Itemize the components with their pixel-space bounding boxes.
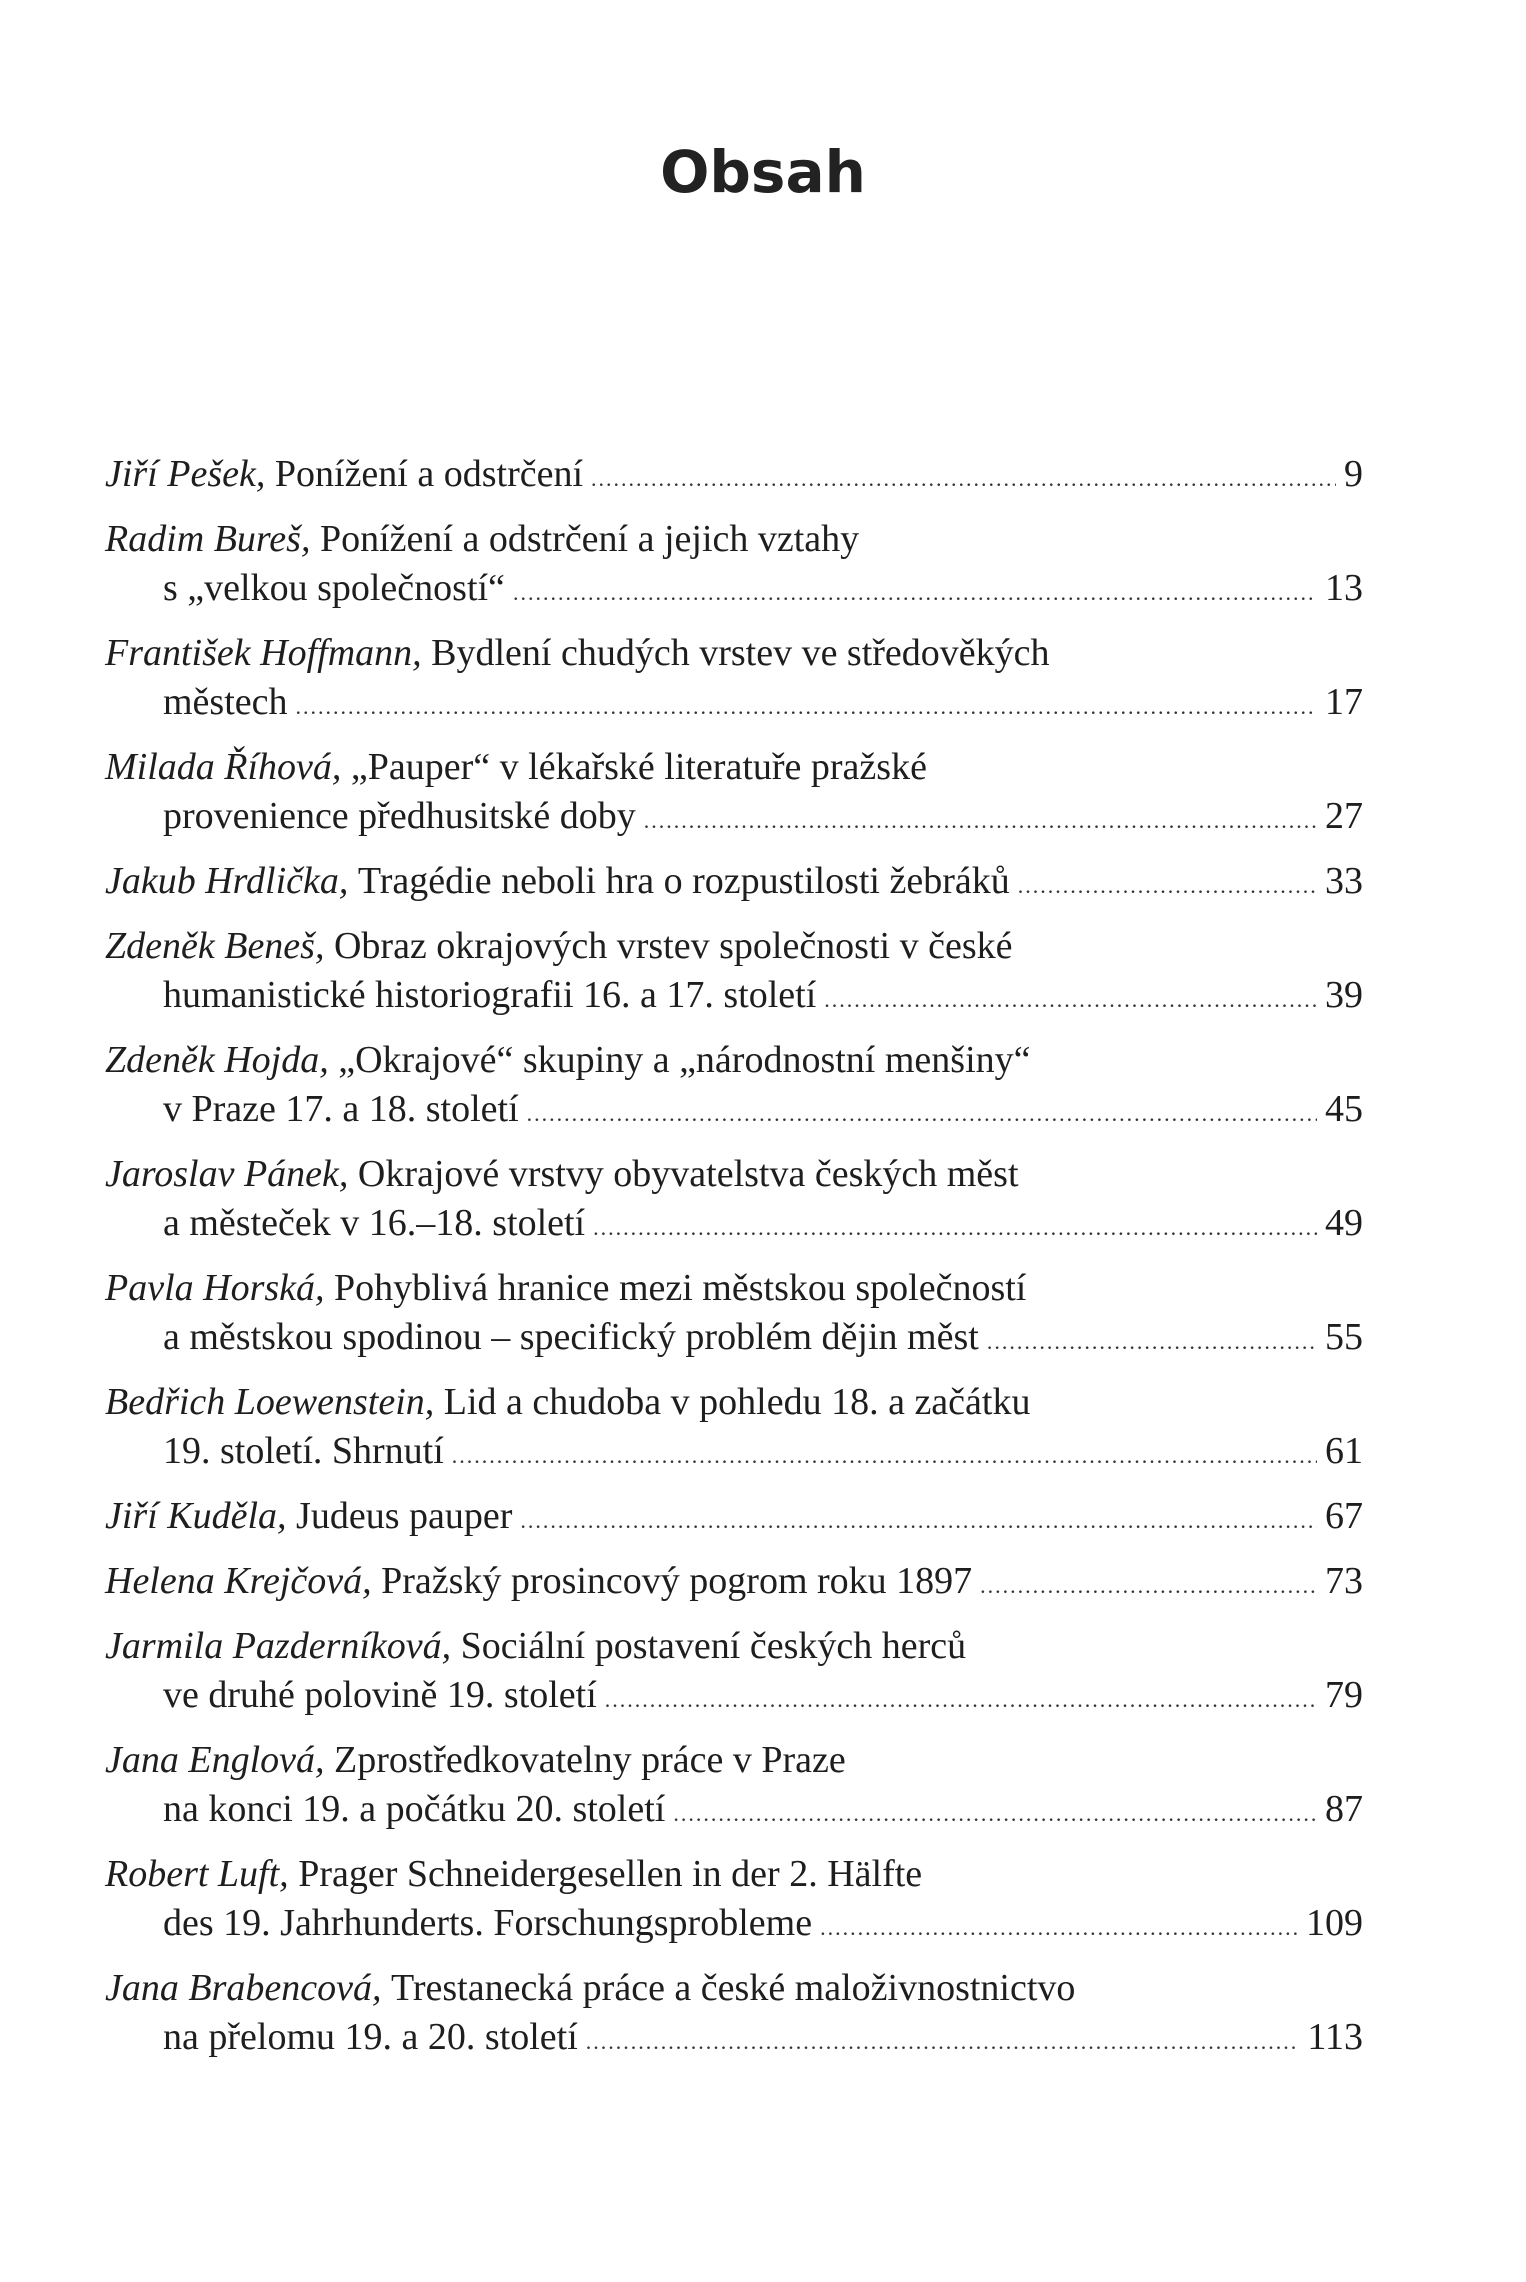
toc-author: František Hoffmann,: [105, 632, 422, 674]
toc-entry-first-line: [105, 1036, 1363, 1085]
toc-title-continuation: městech: [163, 681, 288, 723]
dot-leader: [980, 1561, 1317, 1610]
toc-entry: [105, 1622, 1363, 1720]
toc-entry-first-line: [105, 1150, 1363, 1199]
toc-entry: [105, 922, 1363, 1020]
toc-title: Sociální postavení českých herců: [460, 1625, 967, 1667]
dot-leader: [644, 796, 1317, 845]
dot-leader: [591, 454, 1336, 503]
toc-page-number: 109: [1306, 1902, 1363, 1944]
toc-entry-continuation-line: [105, 1085, 1363, 1134]
page-title: Obsah: [660, 138, 866, 206]
toc-entry-first-line: [105, 450, 1363, 499]
dot-leader: [820, 1903, 1298, 1952]
toc-author: Jana Brabencová,: [105, 1967, 382, 2009]
toc-entry: [105, 857, 1363, 906]
dot-leader: [605, 1675, 1317, 1724]
toc-page-number: 61: [1325, 1430, 1363, 1472]
toc-entry-first-line: [105, 1622, 1363, 1671]
toc-entry: [105, 1036, 1363, 1134]
toc-title: Okrajové vrstvy obyvatelstva českých měst: [357, 1153, 1019, 1195]
toc-entry-continuation-line: [105, 792, 1363, 841]
toc-entry-first-line: [105, 922, 1363, 971]
toc-author: Robert Luft,: [105, 1853, 289, 1895]
toc-entry-first-line: [105, 1264, 1363, 1313]
toc-entry-first-line: [105, 857, 1363, 906]
toc-entry-continuation-line: [105, 1199, 1363, 1248]
toc-title: Tragédie neboli hra o rozpustilosti žebráků: [357, 860, 1010, 902]
toc-entry-continuation-line: [105, 564, 1363, 613]
toc-author: Milada Říhová,: [105, 746, 342, 788]
toc-page-number: 73: [1325, 1560, 1363, 1602]
toc-title: Pohyblivá hranice mezi městskou společností: [334, 1267, 1027, 1309]
toc-title-continuation: 19. století. Shrnutí: [163, 1430, 444, 1472]
toc-page-number: 39: [1325, 974, 1363, 1016]
toc-entry: [105, 450, 1363, 499]
dot-leader: [452, 1431, 1317, 1480]
dot-leader: [1018, 861, 1317, 910]
toc-author: Zdeněk Beneš,: [105, 925, 325, 967]
toc-title: Ponížení a odstrčení: [274, 453, 584, 495]
toc-author: Jiří Kuděla,: [105, 1495, 287, 1537]
toc-title-continuation: s „velkou společností“: [163, 567, 505, 609]
toc-entry-continuation-line: [105, 1671, 1363, 1720]
toc-entry-continuation-line: [105, 971, 1363, 1020]
toc-title-continuation: des 19. Jahrhunderts. Forschungsprobleme: [163, 1902, 813, 1944]
toc-entry-first-line: [105, 629, 1363, 678]
toc-page-number: 49: [1325, 1202, 1363, 1244]
toc-entry-continuation-line: [105, 1313, 1363, 1362]
toc-entry: [105, 1492, 1363, 1541]
dot-leader: [527, 1089, 1317, 1138]
toc-page-number: 113: [1307, 2016, 1363, 2058]
toc-page-number: 67: [1325, 1495, 1363, 1537]
dot-leader: [593, 1203, 1317, 1252]
toc-page-number: 79: [1325, 1674, 1363, 1716]
toc-entry: [105, 1378, 1363, 1476]
toc-page-number: 87: [1325, 1788, 1363, 1830]
dot-leader: [296, 682, 1317, 731]
toc-author: Radim Bureš,: [105, 518, 311, 560]
toc-page-number: 45: [1325, 1088, 1363, 1130]
toc-title: Judeus pauper: [296, 1495, 513, 1537]
toc-title-continuation: a městeček v 16.–18. století: [163, 1202, 586, 1244]
toc-page-number: 17: [1325, 681, 1363, 723]
toc-page-number: 33: [1325, 860, 1363, 902]
toc-title: „Okrajové“ skupiny a „národnostní menšiny“: [338, 1039, 1031, 1081]
toc-author: Zdeněk Hojda,: [105, 1039, 329, 1081]
toc-title: Prager Schneidergesellen in der 2. Hälfte: [298, 1853, 923, 1895]
toc-entry-first-line: [105, 743, 1363, 792]
toc-entry: [105, 1850, 1363, 1948]
toc-page-number: 13: [1325, 567, 1363, 609]
dot-leader: [824, 975, 1317, 1024]
toc-title: Lid a chudoba v pohledu 18. a začátku: [443, 1381, 1031, 1423]
toc-title-continuation: na přelomu 19. a 20. století: [163, 2016, 578, 2058]
toc-author: Pavla Horská,: [105, 1267, 325, 1309]
toc-entry-first-line: [105, 515, 1363, 564]
toc-author: Jana Englová,: [105, 1739, 325, 1781]
table-of-contents: [105, 450, 1363, 2078]
toc-entry: [105, 629, 1363, 727]
toc-entry-first-line: [105, 1850, 1363, 1899]
toc-entry-first-line: [105, 1964, 1363, 2013]
toc-entry-continuation-line: [105, 1785, 1363, 1834]
toc-page-number: 9: [1344, 453, 1363, 495]
dot-leader: [987, 1317, 1317, 1366]
toc-entry-first-line: [105, 1557, 1363, 1606]
dot-leader: [513, 568, 1317, 617]
toc-entry-continuation-line: [105, 1899, 1363, 1948]
toc-entry-continuation-line: [105, 1427, 1363, 1476]
toc-entry-first-line: [105, 1736, 1363, 1785]
toc-author: Jarmila Pazderníková,: [105, 1625, 452, 1667]
toc-entry: [105, 743, 1363, 841]
toc-title-continuation: humanistické historiografii 16. a 17. století: [163, 974, 817, 1016]
toc-author: Jakub Hrdlička,: [105, 860, 349, 902]
toc-entry: [105, 1964, 1363, 2062]
toc-entry: [105, 1557, 1363, 1606]
toc-entry: [105, 1264, 1363, 1362]
toc-title: Bydlení chudých vrstev ve středověkých: [431, 632, 1050, 674]
toc-title: Ponížení a odstrčení a jejich vztahy: [319, 518, 860, 560]
toc-author: Bedřich Loewenstein,: [105, 1381, 435, 1423]
toc-author: Jiří Pešek,: [105, 453, 266, 495]
toc-title-continuation: v Praze 17. a 18. století: [163, 1088, 519, 1130]
toc-author: Helena Krejčová,: [105, 1560, 372, 1602]
toc-title: Obraz okrajových vrstev společnosti v české: [333, 925, 1013, 967]
toc-author: Jaroslav Pánek,: [105, 1153, 349, 1195]
toc-title-continuation: na konci 19. a počátku 20. století: [163, 1788, 666, 1830]
toc-title: Trestanecká práce a české maloživnostnictvo: [390, 1967, 1076, 2009]
toc-title-continuation: ve druhé polovině 19. století: [163, 1674, 597, 1716]
toc-entry: [105, 515, 1363, 613]
toc-title: Zprostředkovatelny práce v Praze: [334, 1739, 846, 1781]
dot-leader: [586, 2017, 1300, 2066]
toc-title-continuation: provenience předhusitské doby: [163, 795, 636, 837]
toc-entry: [105, 1150, 1363, 1248]
toc-entry: [105, 1736, 1363, 1834]
toc-page-number: 55: [1325, 1316, 1363, 1358]
toc-entry-continuation-line: [105, 678, 1363, 727]
toc-entry-first-line: [105, 1378, 1363, 1427]
toc-title-continuation: a městskou spodinou – specifický problém dějin měst: [163, 1316, 979, 1358]
dot-leader: [673, 1789, 1317, 1838]
toc-entry-first-line: [105, 1492, 1363, 1541]
toc-title: Pražský prosincový pogrom roku 1897: [381, 1560, 973, 1602]
toc-entry-continuation-line: [105, 2013, 1363, 2062]
dot-leader: [520, 1496, 1317, 1545]
toc-title: „Pauper“ v lékařské literatuře pražské: [350, 746, 927, 788]
toc-page-number: 27: [1325, 795, 1363, 837]
